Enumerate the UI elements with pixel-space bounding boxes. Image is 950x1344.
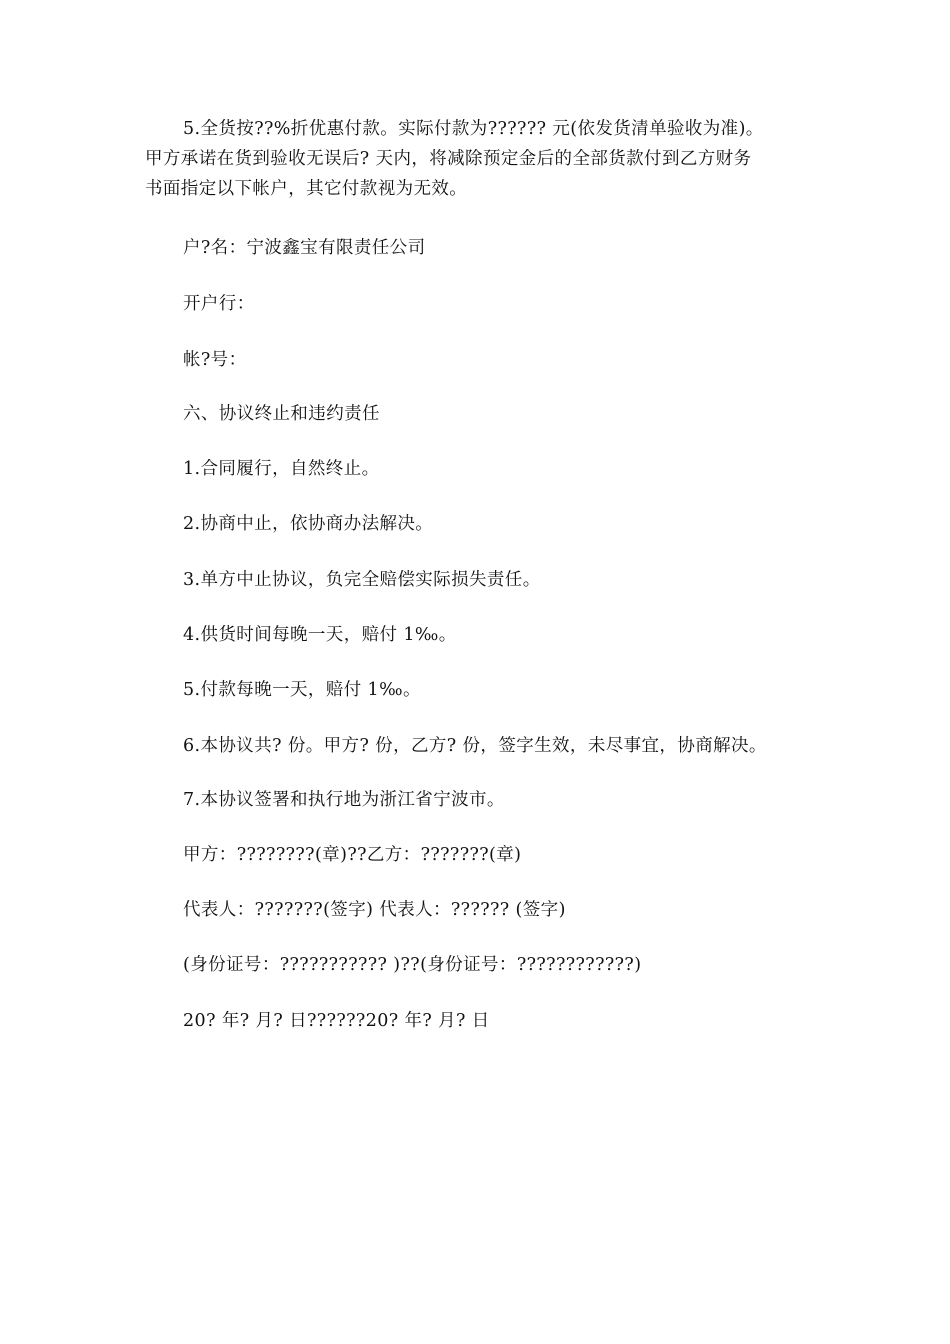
section-6-item-1: 1.合同履行，自然终止。 bbox=[183, 459, 380, 479]
payment-terms-line-1: 5.全货按??%折优惠付款。实际付款为?????? 元(依发货清单验收为准)。 bbox=[183, 119, 764, 139]
payment-terms-line-2: 甲方承诺在货到验收无误后? 天内，将减除预定金后的全部货款付到乙方财务 bbox=[145, 149, 752, 169]
section-6-item-4: 4.供货时间每晚一天，赔付 1‰。 bbox=[183, 625, 457, 645]
bank-line: 开户行： bbox=[183, 294, 255, 314]
section-6-item-6: 6.本协议共? 份。甲方? 份，乙方? 份，签字生效，未尽事宜，协商解决。 bbox=[183, 736, 767, 756]
date-line: 20? 年? 月? 日??????20? 年? 月? 日 bbox=[183, 1011, 490, 1031]
section-6-heading: 六、协议终止和违约责任 bbox=[183, 404, 380, 424]
id-number-line: (身份证号：??????????? )??(身份证号：????????????) bbox=[183, 955, 642, 975]
account-name-line: 户?名：宁波鑫宝有限责任公司 bbox=[183, 238, 426, 258]
payment-terms-paragraph bbox=[145, 114, 825, 204]
section-6-item-7: 7.本协议签署和执行地为浙江省宁波市。 bbox=[183, 790, 505, 810]
representatives-line: 代表人：???????(签字) 代表人：?????? (签字) bbox=[183, 900, 566, 920]
section-6-item-3: 3.单方中止协议，负完全赔偿实际损失责任。 bbox=[183, 570, 541, 590]
section-6-item-5: 5.付款每晚一天，赔付 1‰。 bbox=[183, 680, 421, 700]
section-6-item-2: 2.协商中止，依协商办法解决。 bbox=[183, 514, 434, 534]
payment-terms-line-3: 书面指定以下帐户，其它付款视为无效。 bbox=[145, 179, 468, 199]
account-number-line: 帐?号： bbox=[183, 350, 247, 370]
parties-seal-line: 甲方：????????(章)??乙方：???????(章) bbox=[183, 845, 522, 865]
